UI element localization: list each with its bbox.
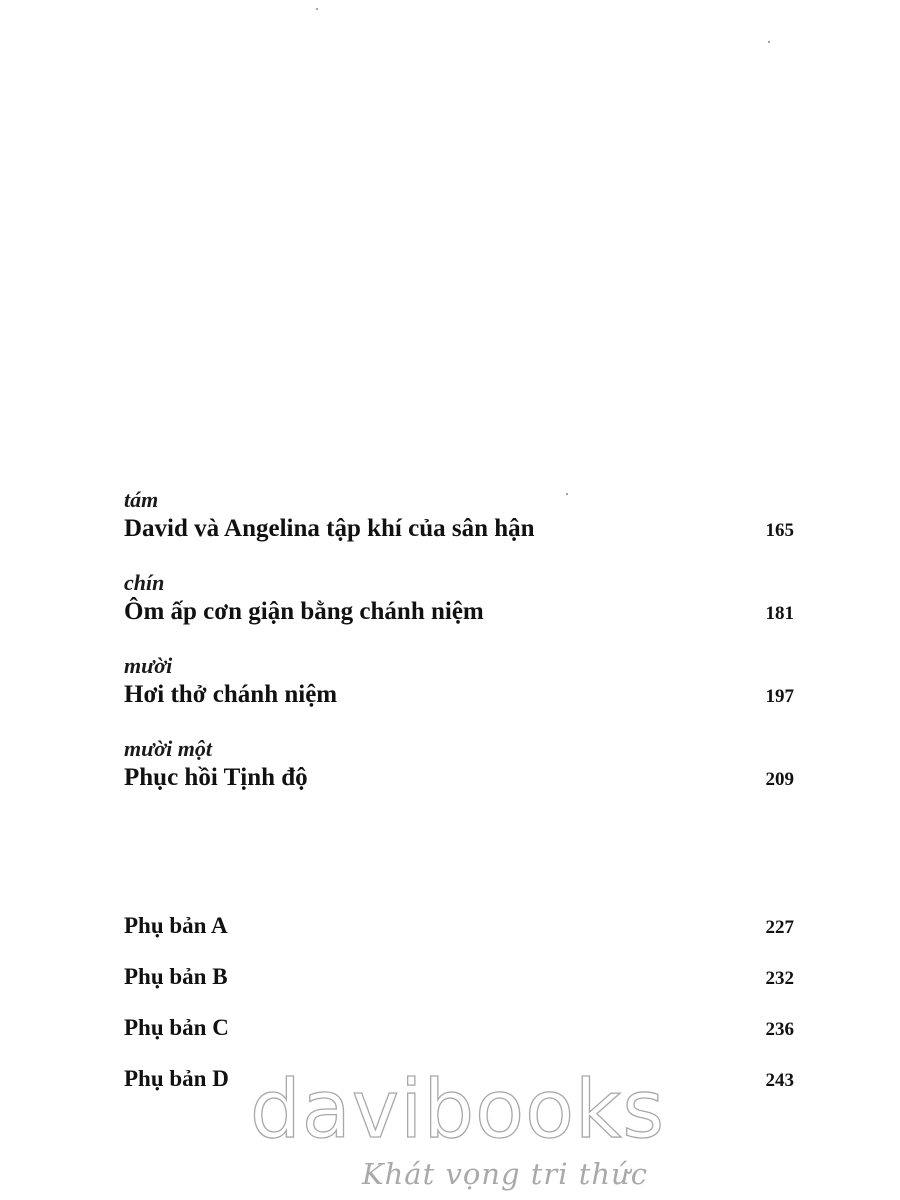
appendix-title: Phụ bản B bbox=[124, 964, 228, 989]
appendix-title: Phụ bản D bbox=[124, 1066, 229, 1091]
scan-speck bbox=[316, 8, 318, 10]
appendix-page-number: 227 bbox=[765, 917, 794, 938]
chapter-number: mười một bbox=[124, 736, 212, 761]
chapter-number: tám bbox=[124, 487, 159, 512]
chapter-page-number: 181 bbox=[765, 603, 794, 624]
chapter-page-number: 165 bbox=[765, 520, 794, 541]
chapter-number: mười bbox=[124, 653, 173, 678]
scan-speck bbox=[768, 41, 770, 43]
chapter-title: Phục hồi Tịnh độ bbox=[124, 764, 308, 791]
chapter-title: Hơi thở chánh niệm bbox=[124, 681, 338, 708]
watermark-tagline: Khát vọng tri thức bbox=[361, 1157, 649, 1191]
toc-appendix-entry[interactable] bbox=[124, 1015, 794, 1041]
toc-appendix-entry[interactable] bbox=[124, 913, 794, 939]
appendix-title: Phụ bản A bbox=[124, 913, 228, 938]
chapter-page-number: 209 bbox=[765, 769, 794, 790]
appendix-page-number: 232 bbox=[765, 968, 794, 989]
toc-chapter-entry[interactable] bbox=[124, 571, 794, 627]
watermark-brand: davibooks bbox=[250, 1063, 666, 1156]
toc-appendix-entry[interactable] bbox=[124, 964, 794, 990]
appendix-page-number: 243 bbox=[765, 1070, 794, 1091]
chapter-title: David và Angelina tập khí của sân hận bbox=[124, 515, 535, 542]
chapter-number: chín bbox=[124, 570, 165, 595]
chapter-page-number: 197 bbox=[765, 686, 794, 707]
toc-chapter-entry[interactable] bbox=[124, 654, 794, 710]
toc-chapter-entry[interactable] bbox=[124, 488, 794, 544]
toc-chapter-entry[interactable] bbox=[124, 737, 794, 793]
appendix-page-number: 236 bbox=[765, 1019, 794, 1040]
chapter-title: Ôm ấp cơn giận bằng chánh niệm bbox=[124, 598, 484, 625]
appendix-title: Phụ bản C bbox=[124, 1015, 229, 1040]
